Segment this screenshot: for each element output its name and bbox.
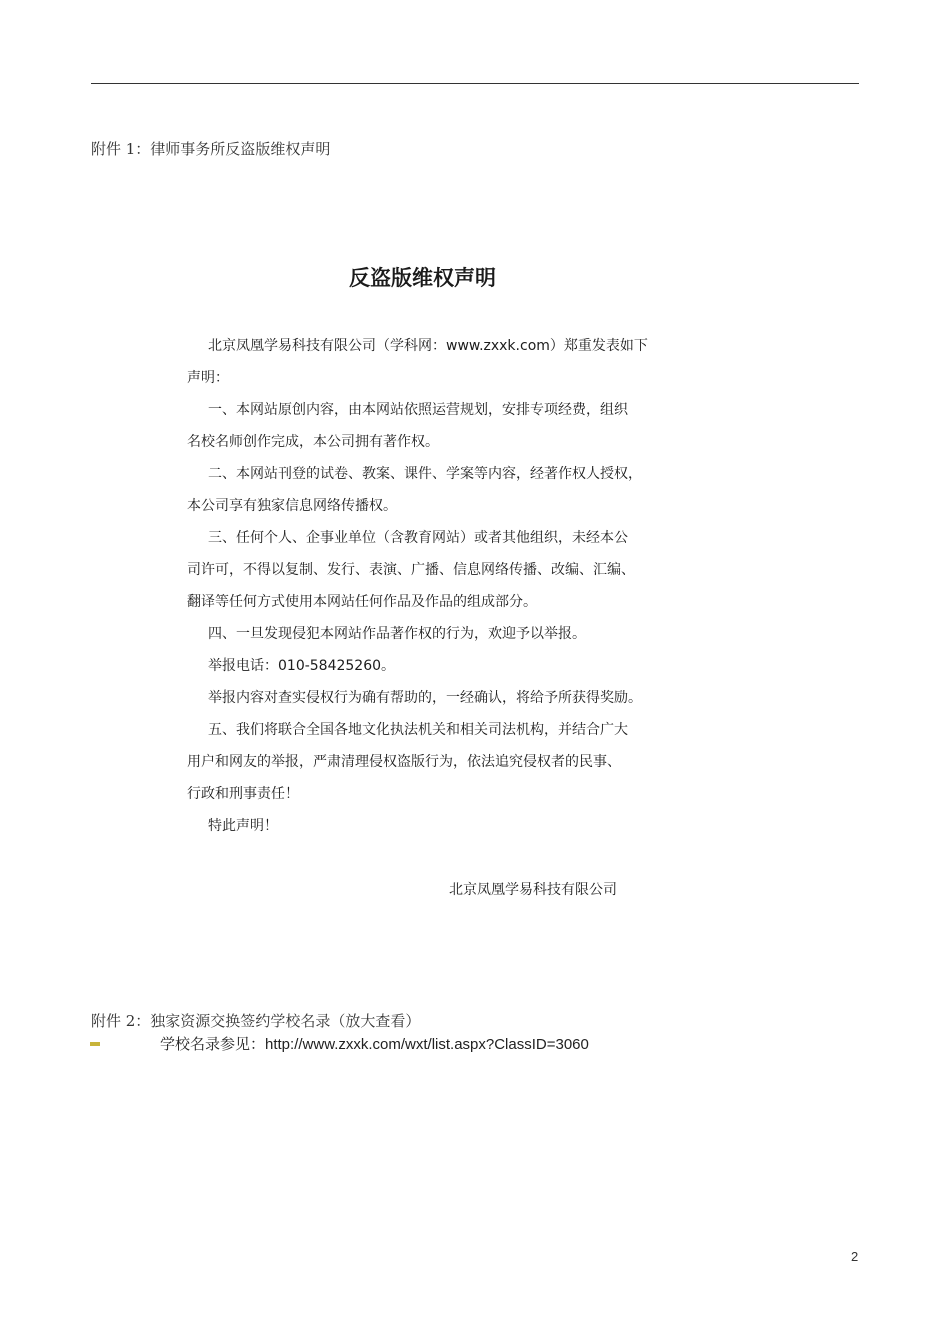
header-rule bbox=[91, 83, 859, 84]
declaration-line: 名校名师创作完成，本公司拥有著作权。 bbox=[187, 434, 439, 450]
declaration-line: 一、本网站原创内容，由本网站依照运营规划，安排专项经费，组织 bbox=[208, 402, 628, 418]
declaration-signature: 北京凤凰学易科技有限公司 bbox=[449, 882, 617, 898]
declaration-line: 三、任何个人、企事业单位（含教育网站）或者其他组织，未经本公 bbox=[208, 530, 628, 546]
declaration-line: 特此声明！ bbox=[208, 818, 278, 834]
attachment-1-title: 附件 1：律师事务所反盗版维权声明 bbox=[91, 140, 331, 158]
declaration-line: 举报内容对查实侵权行为确有帮助的，一经确认，将给予所获得奖励。 bbox=[208, 690, 642, 706]
declaration-line: 行政和刑事责任！ bbox=[187, 786, 299, 802]
declaration-line: 北京凤凰学易科技有限公司（学科网：www.zxxk.com）郑重发表如下 bbox=[208, 338, 648, 354]
declaration-line: 声明： bbox=[187, 370, 229, 386]
declaration-line: 本公司享有独家信息网络传播权。 bbox=[187, 498, 397, 514]
declaration-line: 四、一旦发现侵犯本网站作品著作权的行为，欢迎予以举报。 bbox=[208, 626, 586, 642]
declaration-line: 二、本网站刊登的试卷、教案、课件、学案等内容，经著作权人授权， bbox=[208, 466, 642, 482]
declaration-title: 反盗版维权声明 bbox=[349, 266, 496, 290]
declaration-line: 五、我们将联合全国各地文化执法机关和相关司法机构，并结合广大 bbox=[208, 722, 628, 738]
highlight-mark bbox=[90, 1042, 100, 1046]
declaration-line: 翻译等任何方式使用本网站任何作品及作品的组成部分。 bbox=[187, 594, 537, 610]
declaration-line: 举报电话：010-58425260。 bbox=[208, 658, 396, 674]
school-list-url[interactable]: 学校名录参见：http://www.zxxk.com/wxt/list.aspx?ClassID=3060 bbox=[160, 1036, 589, 1053]
page-number: 2 bbox=[851, 1249, 859, 1264]
declaration-line: 司许可，不得以复制、发行、表演、广播、信息网络传播、改编、汇编、 bbox=[187, 562, 635, 578]
declaration-line: 用户和网友的举报，严肃清理侵权盗版行为，依法追究侵权者的民事、 bbox=[187, 754, 621, 770]
attachment-2-title: 附件 2：独家资源交换签约学校名录（放大查看） bbox=[91, 1012, 421, 1030]
